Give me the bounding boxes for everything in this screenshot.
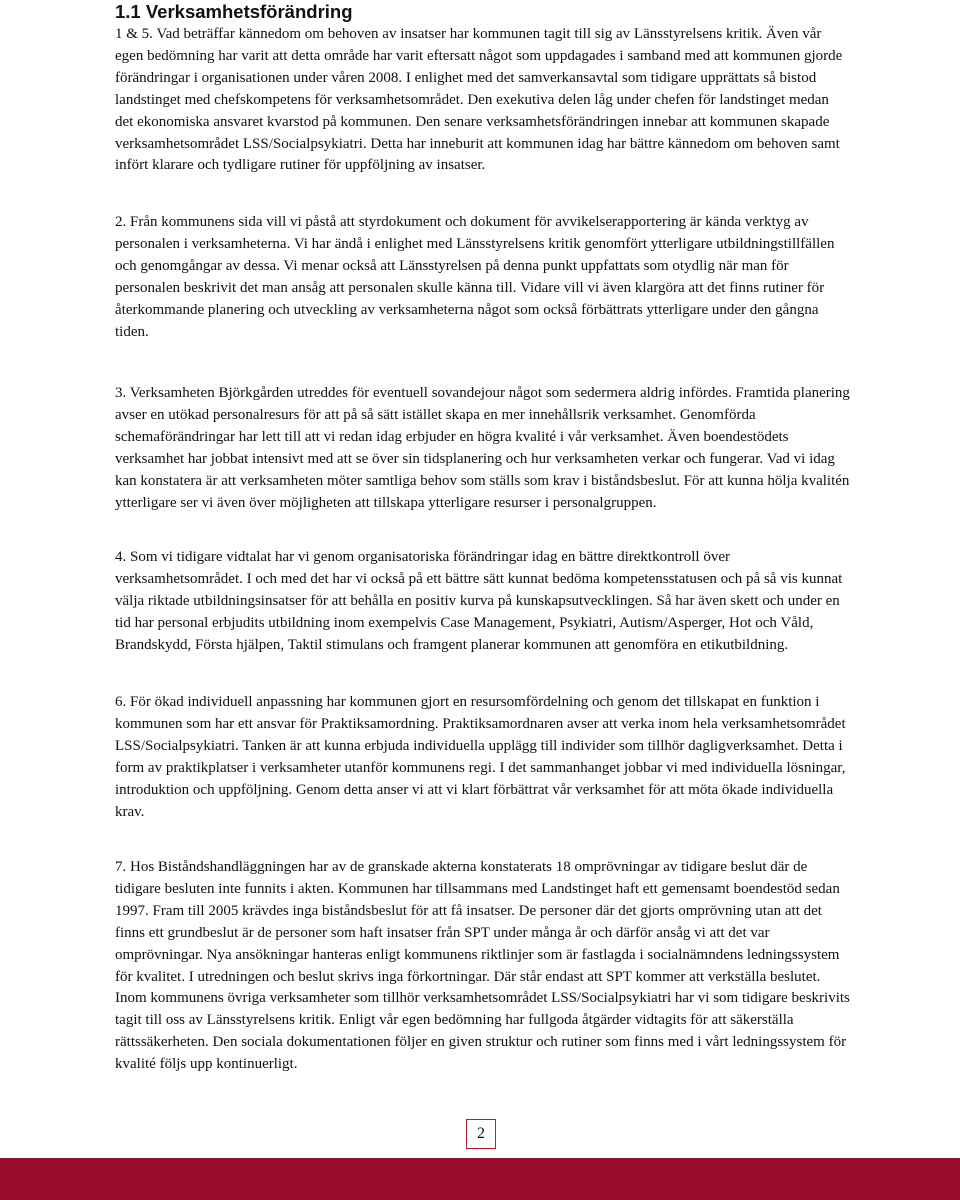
paragraph-1-5: 1 & 5. Vad beträffar kännedom om behoven av insatser har kommunen tagit till sig av Länsstyrelsens kritik. Även vår egen bedömning har varit att detta område har varit eftersatt något som uppdagades i samband med att kommunen gjorde förändringar i organisationen under våren 2008. I enlighet med det samverkansavtal som tidigare upprättats så bistod landstinget med chefskompetens för verksamhetsområdet. Den exekutiva delen låg under chefen för landstinget medan det ekonomiska ansvaret kvarstod på kommunen. Den senare verksamhetsförändringen innebar att kommunen skapade verksamhetsområdet LSS/Socialpsykiatri. Detta har inneburit att kommunen idag har bättre kännedom om behoven samt infört klarare och tydligare rutiner för uppföljning av insatser. [115,26,843,174]
section-heading: 1.1 Verksamhetsförändring [115,1,353,22]
paragraph-6: 6. För ökad individuell anpassning har kommunen gjort en resursomfördelning och genom det tillskapat en funktion i kommunen som har ett ansvar för Praktiksamordning. Praktiksamordnaren avser att verka inom hela verksamhetsområdet LSS/Socialpsykiatri. Tanken är att kunna erbjuda individuella upplägg till individer som tillhör dagligverksamhet. Detta i form av praktikplatser i verksamheter utanför kommunens regi. I det sammanhanget jobbar vi med individuella lösningar, introduktion och uppföljning. Genom detta anser vi att vi klart förbättrat vår verksamhet för att möta ökade individuella krav. [115,694,846,820]
paragraph-7: 7. Hos Biståndshandläggningen har av de granskade akterna konstaterats 18 omprövningar av tidigare beslut där de tidigare besluten inte funnits i akten. Kommunen har tillsammans med Landstinget haft ett gemensamt boendestöd sedan 1997. Fram till 2005 krävdes inga biståndsbeslut för att få insatser. De personer där det gjorts omprövning utan att det finns ett grundbeslut är de personer som haft insatser från SPT under många år och därför ansåg vi att det var omprövningar. Nya ansökningar hanteras enligt kommunens riktlinjer som är fastlagda i socialnämndens ledningssystem för kvalitet. I utredningen och beslut skrivs inga förkortningar. Där står endast att SPT kommer att verkställa beslutet. Inom kommunens övriga verksamheter som tillhör verksamhetsområdet LSS/Socialpsykiatri har vi som tidigare beskrivits tagit till oss av Länsstyrelsens kritik. Enligt vår egen bedömning har fullgoda åtgärder vidtagits för att säkerställa rättssäkerheten. Den sociala dokumentationen följer en given struktur och rutiner som finns med i vårt ledningssystem för kvalité följs upp kontinuerligt. [115,859,850,1073]
paragraph-3: 3. Verksamheten Björkgården utreddes för eventuell sovandejour något som sedermera aldrig infördes. Framtida planering avser en utökad personalresurs för att på så sätt istället skapa en mer innehållsrik verksamhet. Genomförda schemaförändringar har lett till att vi redan idag erbjuder en högra kvalité i vår verksamhet. Även boendestödets verksamhet har jobbat intensivt med att se över sin tidsplanering och hur verksamheten verkar och fungerar. Vad vi idag kan konstatera är att verksamheten möter samtliga behov som ställs som krav i biståndsbeslut. För att kunna hölja kvalitén ytterligare ser vi även över möjligheten att tillskapa ytterligare resurser i personalgruppen. [115,385,850,511]
paragraph-2: 2. Från kommunens sida vill vi påstå att styrdokument och dokument för avvikelserapportering är kända verktyg av personalen i verksamheterna. Vi har ändå i enlighet med Länsstyrelsens kritik genomfört ytterligare utbildningstillfällen och genomgångar av dessa. Vi menar också att Länsstyrelsen på denna punkt uppfattats som otydlig när man för personalen beskrivit det man ansåg att personalen skulle känna till. Vidare vill vi även klargöra att det finns rutiner för återkommande planering och utveckling av verksamheterna något som också förbättrats ytterligare under den gångna tiden. [115,214,835,340]
footer-bar [0,1158,960,1200]
page-number: 2 [466,1119,496,1149]
paragraph-4: 4. Som vi tidigare vidtalat har vi genom organisatoriska förändringar idag en bättre direktkontroll över verksamhetsområdet. I och med det har vi också på ett bättre sätt kunnat bedöma kompetensstatusen och på så vis kunnat välja riktade utbildningsinsatser för att behålla en positiv kurva på kunskapsutvecklingen. Så har även skett och under en tid har personal erbjudits utbildning inom exempelvis Case Management, Psykiatri, Autism/Asperger, Hot och Våld, Brandskydd, Första hjälpen, Taktil stimulans och framgent planerar kommunen att genomföra en etikutbildning. [115,549,843,653]
